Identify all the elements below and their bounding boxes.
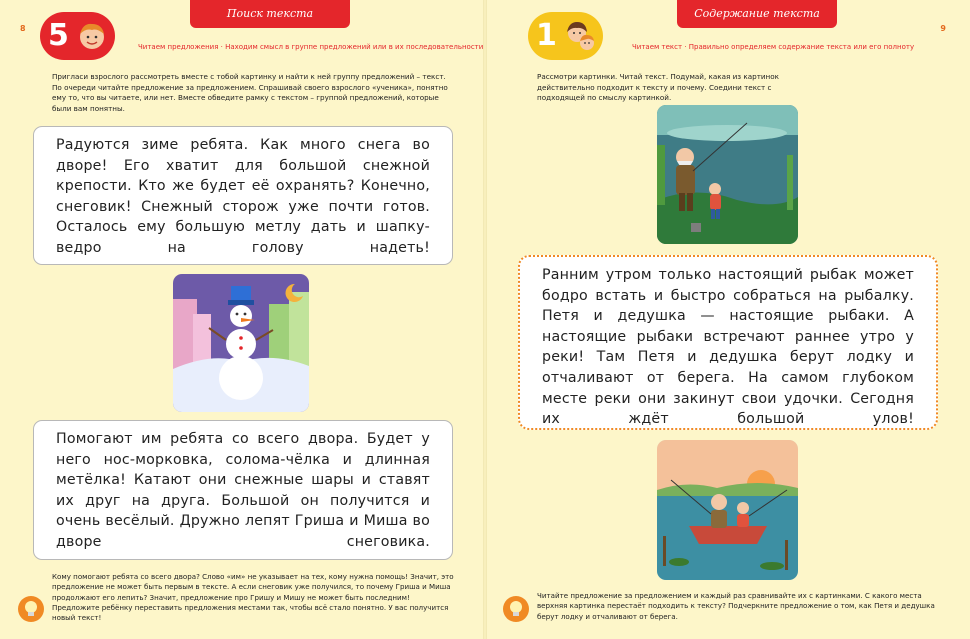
skills-line: Читаем предложения · Находим смысл в группе предложений или в их последовательности xyxy=(138,43,484,51)
mother-child-faces-icon xyxy=(563,19,597,53)
lightbulb-icon xyxy=(18,596,44,622)
right-page xyxy=(485,0,970,639)
instructions: Рассмотри картинки. Читай текст. Подумай, какая из картинок действительно подходит к тексту и почему. Соедини текст с подходящей по смыслу картинкой. xyxy=(537,72,779,102)
fishing-boat-illustration xyxy=(657,440,798,580)
fishing-text-block[interactable]: Ранним утром только настоящий рыбак может бодро встать и быстро собраться на рыбалку. Петя и дедушка — настоящие рыбаки. А настоящие рыбаки встречают раннее утро у реки! Там Петя и дедушка берут лодку и отчаливают от берега. На самом глубоком месте реки они закинут свои удочки. Сегодня их ждёт большой улов! xyxy=(518,255,938,430)
section-tab: Поиск текста xyxy=(190,0,350,28)
instructions: Пригласи взрослого рассмотреть вместе с тобой картинку и найти к ней группу предложений – текст. По очереди читайте предложение за предложением. Спрашивай своего взрослого «ученика», понятно ему то, что вы читаете, или нет. Вместе обведите рамку с текстом – группой предложений, которые были вам понятны. xyxy=(52,72,448,113)
snowman-illustration xyxy=(173,274,309,412)
exercise-badge xyxy=(528,12,603,60)
skills-line: Читаем текст · Правильно определяем содержание текста или его полноту xyxy=(632,43,915,51)
text-block-1[interactable]: Радуются зиме ребята. Как много снега во дворе! Его хватит для большой снежной крепости. Кто же будет её охранять? Конечно, снеговик! Снежный сторож уже почти готов. Осталось ему большую метлу дать и шапку-ведро на голову надеть! xyxy=(33,126,453,265)
parent-note: Читайте предложение за предложением и каждый раз сравнивайте их с картинками. С какого места верхняя картинка перестаёт подходить к тексту? Подчеркните предложение о том, как Петя и дедушка берут лодку и отчаливают от берега. xyxy=(537,591,935,621)
exercise-number: 1 xyxy=(536,18,557,53)
smiling-boy-face-icon xyxy=(75,19,109,53)
section-tab: Содержание текста xyxy=(677,0,837,28)
lightbulb-icon xyxy=(503,596,529,622)
text-block-2[interactable]: Помогают им ребята со всего двора. Будет у него нос-морковка, солома-чёлка и длинная метёлка! Катают они снежные шары и ставят их друг на друга. Большой он получится и очень весёлый. Дружно лепят Гриша и Миша во дворе снеговика. xyxy=(33,420,453,560)
exercise-number: 5 xyxy=(48,18,69,53)
page-number: 9 xyxy=(940,24,946,33)
page-number: 8 xyxy=(20,24,26,33)
fishing-shore-illustration xyxy=(657,105,798,244)
parent-note: Кому помогают ребята со всего двора? Слово «им» не указывает на тех, кому нужна помощь! Значит, это предложение не может быть первым в тексте. А если снеговик уже получился, то почему Гриша и Миша продолжают его лепить? Значит, предложение про Гришу и Мишу не может быть последним! Предложите ребёнку переставить предложения местами так, чтобы всё стало понятно. У вас получится новый текст! xyxy=(52,572,454,623)
exercise-badge xyxy=(40,12,115,60)
